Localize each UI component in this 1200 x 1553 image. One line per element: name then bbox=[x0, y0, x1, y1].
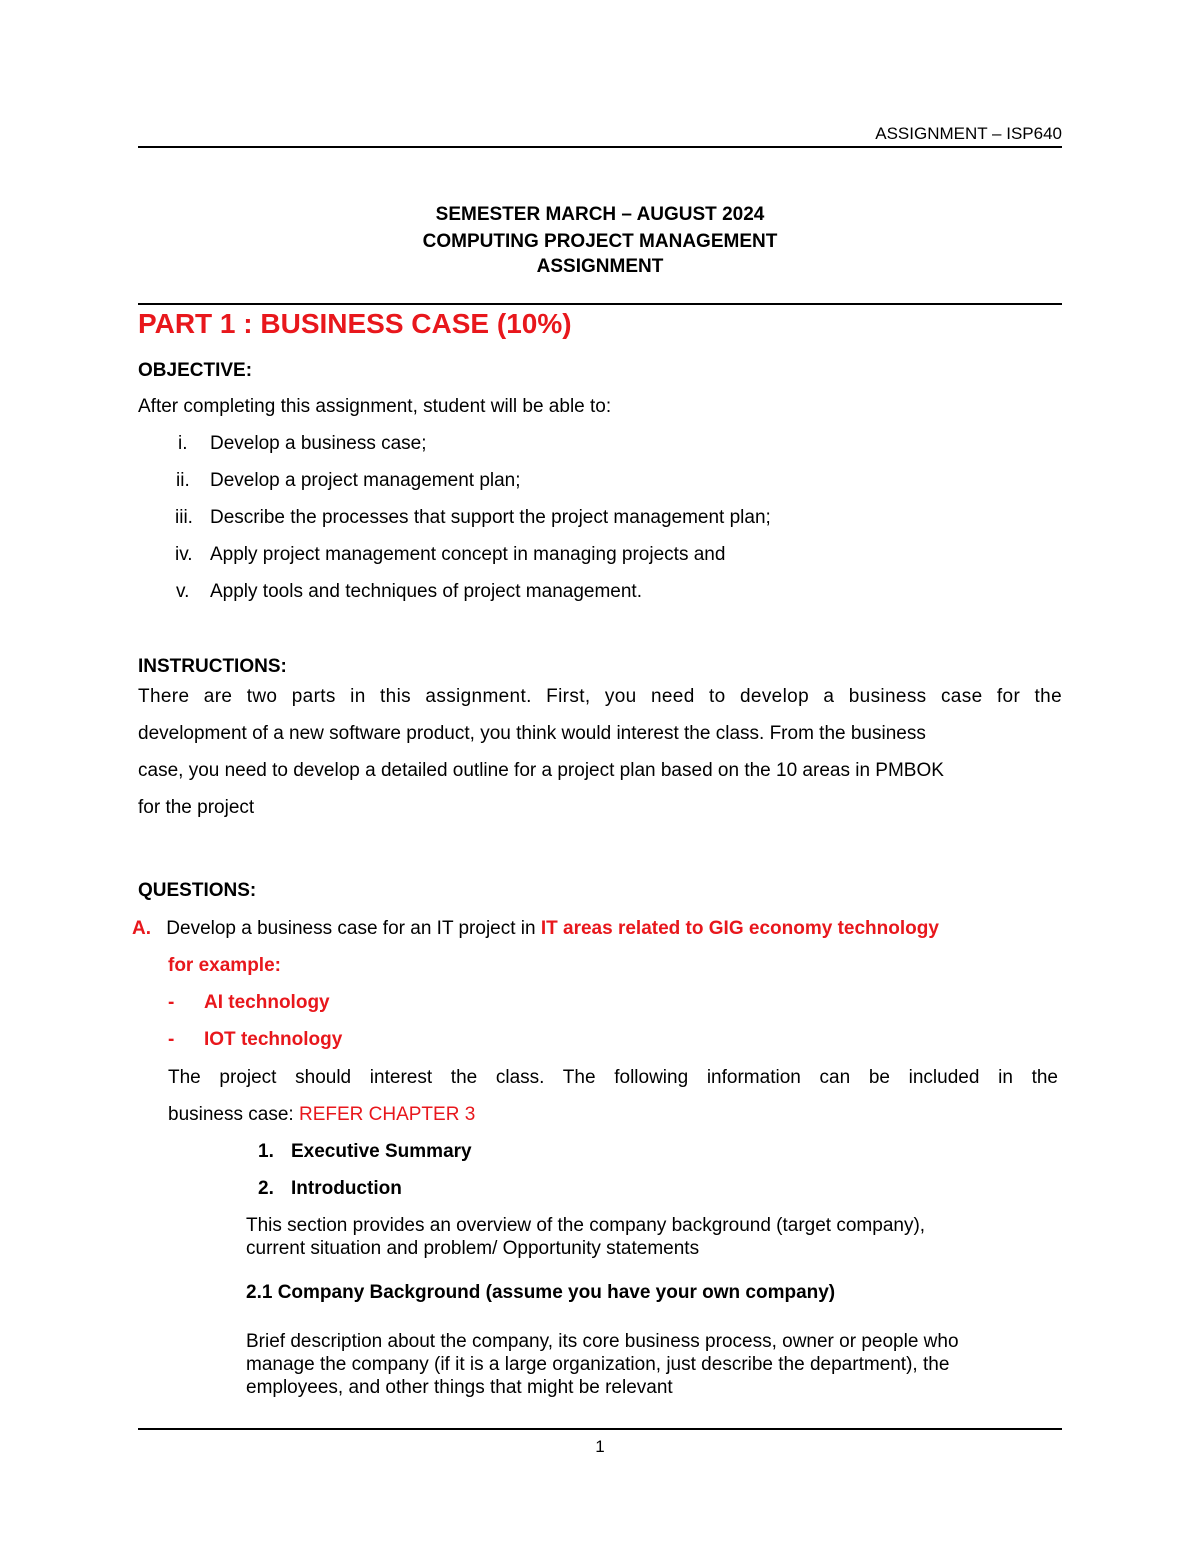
running-header: ASSIGNMENT – ISP640 bbox=[875, 124, 1062, 143]
list-item-text: Apply tools and techniques of project management. bbox=[210, 581, 642, 602]
project-line-2-text: business case: bbox=[168, 1104, 299, 1125]
footer-rule bbox=[138, 1428, 1062, 1430]
course-title: COMPUTING PROJECT MANAGEMENT bbox=[422, 231, 778, 252]
assignment-title: ASSIGNMENT bbox=[536, 256, 664, 277]
description-line: current situation and problem/ Opportunity statements bbox=[246, 1238, 700, 1259]
header-rule bbox=[138, 146, 1062, 148]
section-title: Executive Summary bbox=[291, 1141, 472, 1162]
question-a-text: Develop a business case for an IT project in bbox=[166, 918, 541, 939]
question-a-label: A. bbox=[132, 918, 151, 939]
project-line-1: The project should interest the class. The following information can be included in the bbox=[168, 1067, 1058, 1088]
list-item-text: Develop a project management plan; bbox=[210, 470, 521, 491]
instructions-line: case, you need to develop a detailed outline for a project plan based on the 10 areas in PMBOK bbox=[138, 760, 944, 781]
instructions-heading: INSTRUCTIONS: bbox=[138, 656, 287, 677]
question-a bbox=[132, 918, 939, 940]
questions-heading: QUESTIONS: bbox=[138, 880, 257, 901]
introduction-description bbox=[246, 1214, 925, 1260]
bullet-text: AI technology bbox=[204, 992, 330, 1013]
description-line: Brief description about the company, its core business process, owner or people who bbox=[246, 1331, 959, 1352]
list-item-number: iii. bbox=[175, 507, 193, 528]
list-item bbox=[168, 1029, 343, 1051]
description-line: manage the company (if it is a large organization, just describe the department), the bbox=[246, 1354, 950, 1375]
objective-heading: OBJECTIVE: bbox=[138, 360, 253, 381]
list-item-number: iv. bbox=[175, 544, 193, 565]
question-a-example-label: for example: bbox=[168, 955, 281, 976]
section-item bbox=[258, 1141, 472, 1163]
list-item-text: Apply project management concept in managing projects and bbox=[210, 544, 726, 565]
project-line-2 bbox=[168, 1104, 475, 1126]
description-line: employees, and other things that might be relevant bbox=[246, 1377, 673, 1398]
objective-intro: After completing this assignment, student will be able to: bbox=[138, 396, 612, 417]
instructions-line: There are two parts in this assignment. First, you need to develop a business case for the bbox=[138, 686, 1062, 707]
bullet-dash: - bbox=[168, 992, 175, 1013]
list-item-number: ii. bbox=[176, 470, 190, 491]
section-item bbox=[258, 1178, 402, 1200]
semester-title: SEMESTER MARCH – AUGUST 2024 bbox=[435, 204, 765, 225]
description-line: This section provides an overview of the company background (target company), bbox=[246, 1215, 926, 1236]
list-item-number: i. bbox=[178, 433, 188, 454]
instructions-line: development of a new software product, you think would interest the class. From the business bbox=[138, 723, 926, 744]
list-item-text: Describe the processes that support the project management plan; bbox=[210, 507, 771, 528]
section-title: Introduction bbox=[291, 1178, 402, 1199]
bullet-text: IOT technology bbox=[204, 1029, 343, 1050]
title-rule bbox=[138, 303, 1062, 305]
bullet-dash: - bbox=[168, 1029, 175, 1050]
list-item-text: Develop a business case; bbox=[210, 433, 427, 454]
page-number: 1 bbox=[595, 1437, 605, 1456]
list-item bbox=[168, 992, 330, 1014]
list-item-number: v. bbox=[176, 581, 190, 602]
part1-heading: PART 1 : BUSINESS CASE (10%) bbox=[138, 308, 572, 339]
subsection-description bbox=[246, 1330, 959, 1399]
chapter-reference: REFER CHAPTER 3 bbox=[298, 1104, 476, 1125]
subsection-heading: 2.1 Company Background (assume you have your own company) bbox=[246, 1282, 836, 1303]
section-number: 1. bbox=[258, 1141, 274, 1162]
section-number: 2. bbox=[258, 1178, 274, 1199]
instructions-line: for the project bbox=[138, 797, 255, 818]
question-a-highlight: IT areas related to GIG economy technology bbox=[540, 918, 939, 939]
